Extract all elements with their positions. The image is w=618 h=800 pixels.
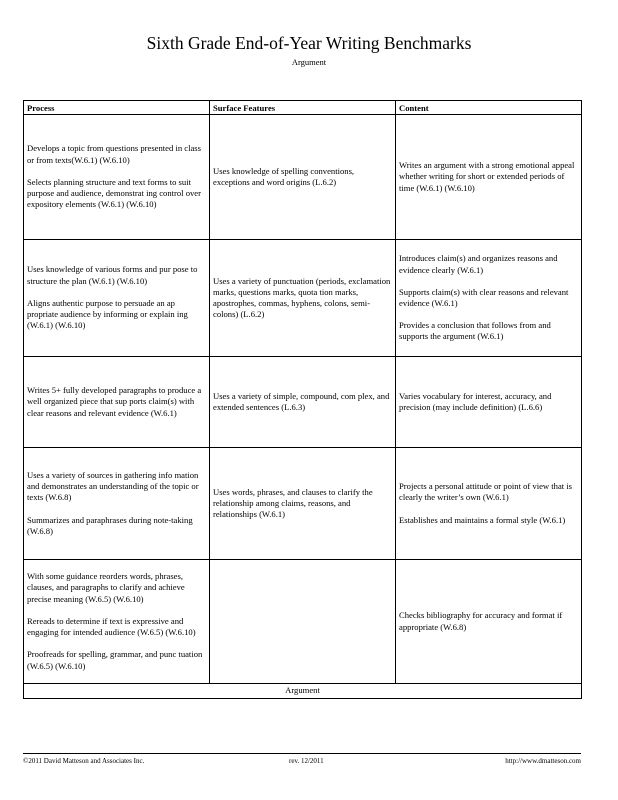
benchmark-text: Writes an argument with a strong emotional appeal whether writing for short or extended periods of time (W.6.1) (W.6.10) bbox=[399, 160, 575, 193]
process-cell bbox=[24, 560, 210, 684]
column-header-process: Process bbox=[24, 101, 210, 115]
benchmark-text: Uses a variety of punctuation (periods, exclamation marks, questions marks, quota tion marks, apostrophes, commas, hyphens, colons, semi-colons) (L.6.2) bbox=[213, 275, 391, 320]
table-row bbox=[24, 115, 582, 240]
benchmark-text: Develops a topic from questions presented in class or from texts(W.6.1) (W.6.10) bbox=[27, 143, 201, 165]
table-row bbox=[24, 560, 582, 684]
benchmark-text: Uses knowledge of various forms and pur pose to structure the plan (W.6.1) (W.6.10) bbox=[27, 264, 198, 286]
process-cell bbox=[24, 448, 210, 560]
benchmark-text: Projects a personal attitude or point of view that is clearly the writer’s own (W.6.1) bbox=[399, 481, 573, 503]
surface-features-cell bbox=[210, 448, 396, 560]
table-row bbox=[24, 357, 582, 448]
table-row bbox=[24, 240, 582, 357]
content-cell bbox=[396, 357, 582, 448]
benchmark-text: Varies vocabulary for interest, accuracy, and precision (may include definition) (L.6.6) bbox=[399, 390, 552, 412]
benchmark-text: Checks bibliography for accuracy and format if appropriate (W.6.8) bbox=[399, 610, 563, 632]
table-footer-row bbox=[24, 684, 582, 699]
page-subtitle: Argument bbox=[291, 57, 327, 67]
copyright-text: ©2011 David Matteson and Associates Inc. bbox=[23, 757, 145, 765]
website-link[interactable]: http://www.dmatteson.com bbox=[505, 757, 581, 765]
page-title: Sixth Grade End-of-Year Writing Benchmarks bbox=[146, 33, 472, 53]
revision-text: rev. 12/2011 bbox=[289, 757, 324, 765]
content-cell bbox=[396, 560, 582, 684]
benchmark-text: Establishes and maintains a formal style (W.6.1) bbox=[399, 514, 566, 525]
benchmark-text: Rereads to determine if text is expressive and engaging for intended audience (W.6.5) (W.6.10) bbox=[27, 615, 196, 638]
benchmark-text: Aligns authentic purpose to persuade an ap propriate audience by informing or explain ing (W.6.1) (W.6.10) bbox=[27, 297, 188, 331]
table-row bbox=[24, 448, 582, 560]
benchmark-text: Uses a variety of sources in gathering info mation and demonstrates an understanding of the topic or texts (W.6.8) bbox=[27, 469, 199, 503]
process-cell bbox=[24, 240, 210, 357]
benchmark-text: Proofreads for spelling, grammar, and punc tuation (W.6.5) (W.6.10) bbox=[27, 649, 203, 671]
content-cell bbox=[396, 448, 582, 560]
column-header-content: Content bbox=[396, 101, 582, 115]
process-cell bbox=[24, 357, 210, 448]
surface-features-cell bbox=[210, 240, 396, 357]
surface-features-cell bbox=[210, 357, 396, 448]
benchmark-text: Summarizes and paraphrases during note-taking (W.6.8) bbox=[27, 514, 193, 536]
content-cell bbox=[396, 115, 582, 240]
benchmark-text: Writes 5+ fully developed paragraphs to produce a well organized piece that sup ports claim(s) with clear reasons and relevant evidence (W.6.1) bbox=[27, 385, 202, 418]
table-header-row bbox=[24, 101, 582, 115]
table-footer-label: Argument bbox=[24, 684, 582, 699]
benchmark-text: Uses knowledge of spelling conventions, exceptions and word origins (L.6.2) bbox=[213, 165, 355, 187]
page-footer bbox=[23, 753, 581, 768]
surface-features-cell bbox=[210, 560, 396, 684]
benchmarks-table bbox=[23, 100, 582, 699]
benchmark-text: Supports claim(s) with clear reasons and relevant evidence (W.6.1) bbox=[399, 286, 569, 308]
surface-features-cell bbox=[210, 115, 396, 240]
process-cell bbox=[24, 115, 210, 240]
content-cell bbox=[396, 240, 582, 357]
benchmark-text: With some guidance reorders words, phrases, clauses, and paragraphs to clarify and achieve precise meaning (W.6.5) (W.6.10) bbox=[27, 571, 185, 604]
benchmark-text: Uses a variety of simple, compound, com plex, and extended sentences (L.6.3) bbox=[213, 390, 390, 412]
benchmark-text: Provides a conclusion that follows from and supports the argument (W.6.1) bbox=[399, 320, 551, 342]
benchmark-text: Introduces claim(s) and organizes reasons and evidence clearly (W.6.1) bbox=[399, 253, 558, 275]
column-header-surface-features: Surface Features bbox=[210, 101, 396, 115]
benchmark-text: Uses words, phrases, and clauses to clarify the relationship among claims, reasons, and relationships (W.6.1) bbox=[213, 486, 373, 520]
benchmark-text: Selects planning structure and text forms to suit purpose and audience, demonstrat ing control over expository elements (W.6.1) (W.6.10) bbox=[27, 176, 201, 210]
